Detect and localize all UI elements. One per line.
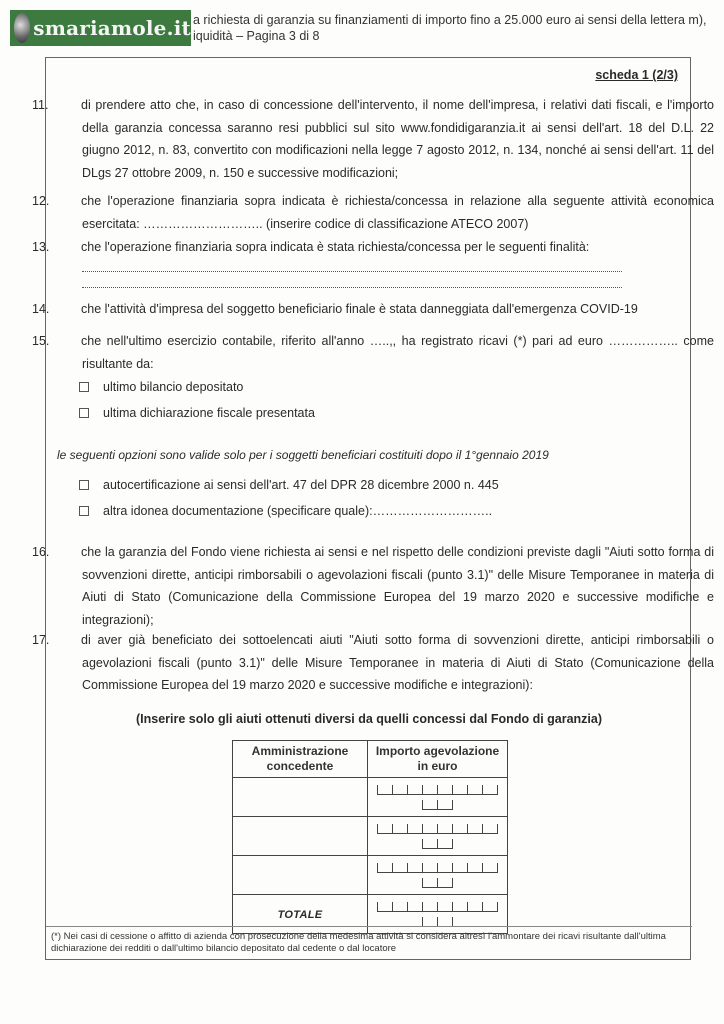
digit-boxes[interactable] xyxy=(369,785,506,810)
item-12: 12. che l'operazione finanziaria sopra indicata è richiesta/concessa in relazione alla seguente attività economica esercitata: ……………………….. (inserire codice di classificazione ATECO 2007) xyxy=(32,194,714,231)
header-line-2: iquidità – Pagina 3 di 8 xyxy=(193,29,320,43)
watermark-logo xyxy=(10,10,191,46)
note-opzioni: le seguenti opzioni sono valide solo per i soggetti beneficiari costituiti dopo il 1°gennaio 2019 xyxy=(57,448,549,462)
option-ultimo-bilancio[interactable]: ultimo bilancio depositato xyxy=(79,380,243,394)
header-importo: Importo agevolazione in euro xyxy=(368,741,508,778)
amministrazione-cell[interactable] xyxy=(233,778,368,817)
digit-boxes[interactable] xyxy=(369,902,506,927)
table-header-row xyxy=(233,741,508,778)
scheda-label: scheda 1 (2/3) xyxy=(595,68,678,82)
footnote: (*) Nei casi di cessione o affitto di azienda con prosecuzione della medesima attività si considera altresì l'ammontare dei ricavi risultante dall'ultima dichiarazione dei redditi o dall'ultimo bilancio depositato dal cedente o dal locatore xyxy=(51,931,666,954)
footnote-divider xyxy=(46,926,692,927)
amministrazione-cell[interactable] xyxy=(233,856,368,895)
item-13: 13. che l'operazione finanziaria sopra indicata è stata richiesta/concessa per le seguenti finalità: xyxy=(32,240,590,254)
table-total-row xyxy=(233,895,508,934)
digit-boxes[interactable] xyxy=(369,863,506,888)
totale-importo-cell[interactable] xyxy=(368,895,508,934)
aiuti-table xyxy=(232,740,508,934)
header-line-1: a richiesta di garanzia su finanziamenti di importo fino a 25.000 euro ai sensi della lettera m), xyxy=(193,13,707,27)
option-ultima-dichiarazione[interactable]: ultima dichiarazione fiscale presentata xyxy=(79,406,315,420)
logo-text: smariamole.it xyxy=(33,16,191,40)
item-17: 17. di aver già beneficiato dei sottoelencati aiuti "Aiuti sotto forma di sovvenzioni dirette, anticipi rimborsabili o agevolazioni fiscali (punto 3.1)" delle Misure Temporanee in materia di Aiuti di Stato (Comunicazione della Commissione Europea del 19 marzo 2020 e successive modifiche e integrazioni): xyxy=(32,633,714,692)
item-15: 15. che nell'ultimo esercizio contabile, riferito all'anno …..,, ha registrato ricavi (*) pari ad euro …………….. come risultante da: xyxy=(32,334,714,371)
logo-emblem-icon xyxy=(14,13,30,43)
header-amministrazione: Amministrazione concedente xyxy=(233,741,368,778)
finalita-line-1[interactable] xyxy=(82,270,622,272)
item-14: 14. che l'attività d'impresa del soggetto beneficiario finale è stata danneggiata dall'emergenza COVID-19 xyxy=(32,302,638,316)
table-title: (Inserire solo gli aiuti ottenuti diversi da quelli concessi dal Fondo di garanzia) xyxy=(135,712,603,726)
checkbox-icon[interactable] xyxy=(79,382,89,392)
finalita-line-2[interactable] xyxy=(82,286,622,288)
scheda-frame xyxy=(32,57,714,960)
digit-boxes[interactable] xyxy=(369,824,506,849)
item-11: 11. di prendere atto che, in caso di concessione dell'intervento, il nome dell'impresa, i relativi dati fiscali, e l'importo della garanzia concessa saranno resi pubblici sul sito www.fondidigaranzia.it ai sensi dell'art. 18 del D.L. 22 giugno 2012, n. 83, convertito con modificazioni nella legge 7 agosto 2012, n. 134, nonché ai sensi dell'art. 11 del DLgs 27 ottobre 2009, n. 150 e successive modificazioni; xyxy=(32,98,714,180)
totale-label-cell: TOTALE xyxy=(233,895,368,934)
item-16: 16. che la garanzia del Fondo viene richiesta ai sensi e nel rispetto delle condizioni previste dagli "Aiuti sotto forma di sovvenzioni dirette, anticipi rimborsabili o agevolazioni fiscali (punto 3.1)" delle Misure Temporanee in materia di Aiuti di Stato (Comunicazione della Commissione Europea del 19 marzo 2020 e successive modifiche e integrazioni); xyxy=(32,545,714,627)
checkbox-icon[interactable] xyxy=(79,506,89,516)
table-row xyxy=(233,778,508,817)
checkbox-icon[interactable] xyxy=(79,408,89,418)
table-row xyxy=(233,856,508,895)
table-row xyxy=(233,817,508,856)
importo-cell[interactable] xyxy=(368,817,508,856)
option-autocertificazione[interactable]: autocertificazione ai sensi dell'art. 47 del DPR 28 dicembre 2000 n. 445 xyxy=(79,478,499,492)
importo-cell[interactable] xyxy=(368,778,508,817)
option-altra-documentazione[interactable]: altra idonea documentazione (specificare quale):……………………….. xyxy=(79,504,492,518)
importo-cell[interactable] xyxy=(368,856,508,895)
checkbox-icon[interactable] xyxy=(79,480,89,490)
amministrazione-cell[interactable] xyxy=(233,817,368,856)
